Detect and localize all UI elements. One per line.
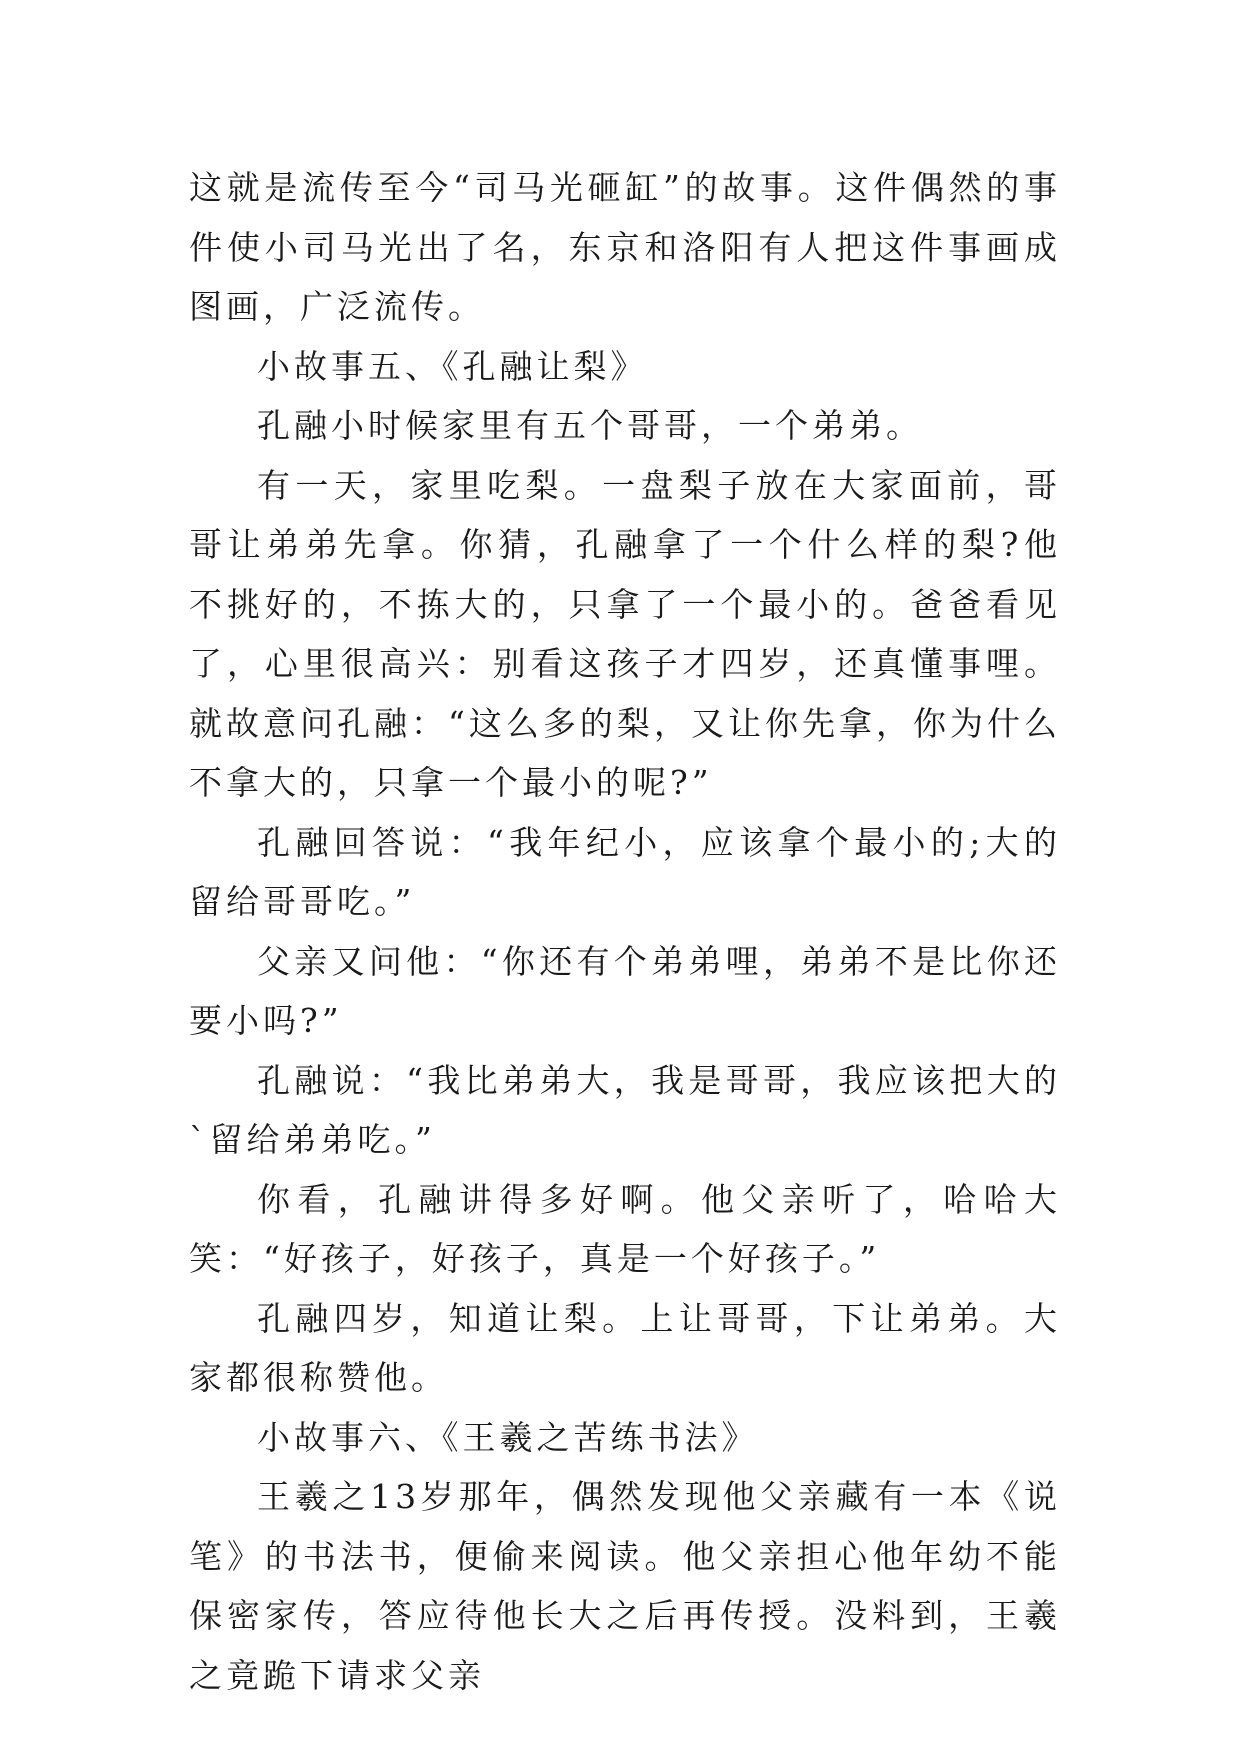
paragraph-kong-rong-says: 孔融说：“我比弟弟大，我是哥哥，我应该把大的`留给弟弟吃。” bbox=[189, 1060, 1061, 1159]
story-five-heading: 小故事五、《孔融让梨》 bbox=[257, 346, 648, 386]
paragraph-wang-xizhi: 王羲之13岁那年，偶然发现他父亲藏有一本《说笔》的书法书，便偷来阅读。他父亲担心他年幼不能保密家传，答应待他长大之后再传授。没料到，王羲之竟跪下请求父亲 bbox=[189, 1477, 1061, 1695]
paragraph-kong-rong-answer: 孔融回答说：“我年纪小，应该拿个最小的;大的留给哥哥吃。” bbox=[189, 822, 1061, 921]
paragraph-sima-guang-ending: 这就是流传至今“司马光砸缸”的故事。这件偶然的事件使小司马光出了名，东京和洛阳有人把这件事画成图画，广泛流传。 bbox=[189, 168, 1061, 326]
paragraph-everyone-praises: 孔融四岁，知道让梨。上让哥哥，下让弟弟。大家都很称赞他。 bbox=[189, 1298, 1061, 1397]
document-page bbox=[189, 158, 1061, 1705]
paragraph-kong-rong-family: 孔融小时候家里有五个哥哥，一个弟弟。 bbox=[257, 406, 923, 445]
paragraph-father-asks: 父亲又问他：“你还有个弟弟哩，弟弟不是比你还要小吗?” bbox=[189, 941, 1061, 1040]
paragraph-father-laughs: 你看，孔融讲得多好啊。他父亲听了，哈哈大笑：“好孩子，好孩子，真是一个好孩子。” bbox=[189, 1179, 1061, 1278]
story-six-heading: 小故事六、《王羲之苦练书法》 bbox=[257, 1417, 759, 1457]
paragraph-eating-pears: 有一天，家里吃梨。一盘梨子放在大家面前，哥哥让弟弟先拿。你猜，孔融拿了一个什么样的梨?他不挑好的，不拣大的，只拿了一个最小的。爸爸看见了，心里很高兴：别看这孩子才四岁，还真懂事哩。就故意问孔融：“这么多的梨，又让你先拿，你为什么不拿大的，只拿一个最小的呢?” bbox=[189, 465, 1061, 802]
